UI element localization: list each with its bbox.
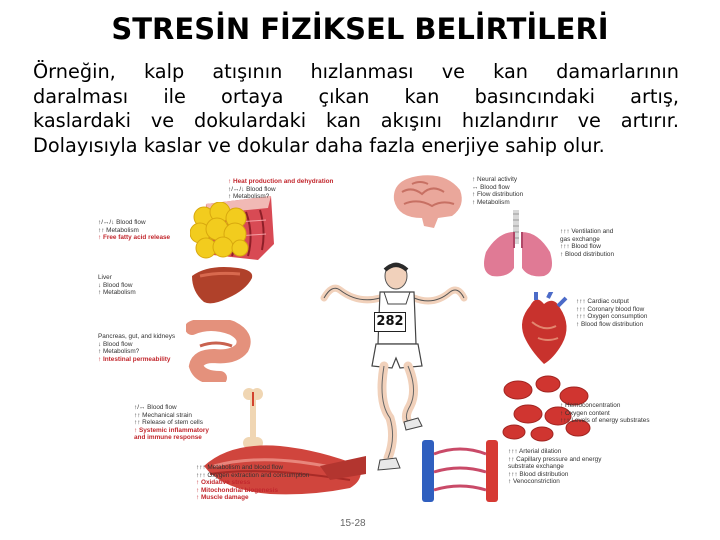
caption-line: ↑ Systemic inflammatory	[134, 426, 209, 434]
liver-illustration	[188, 262, 256, 308]
bib-number: 282	[376, 314, 404, 329]
caption-line: ↑ Muscle damage	[196, 494, 249, 502]
caption-line: ↑ Metabolism	[98, 289, 136, 297]
caption-line: ↑ Mitochondrial biogenesis	[196, 486, 279, 494]
lungs-caption	[560, 228, 614, 258]
brain-illustration	[388, 172, 466, 230]
caption-line: ↑/↔/↓ Blood flow	[228, 185, 276, 193]
skin-caption	[228, 178, 333, 201]
gut-illustration	[186, 320, 252, 382]
caption-line: ↔ Blood flow	[472, 183, 510, 191]
caption-line: ↑↑ Mechanical strain	[134, 411, 192, 419]
caption-line: ↓ Blood flow	[98, 340, 133, 348]
gut-caption	[98, 333, 175, 363]
fat-caption	[98, 219, 170, 242]
caption-line: ↑ Venoconstriction	[508, 478, 560, 486]
caption-line: and immune response	[134, 434, 202, 442]
caption-line: gas exchange	[560, 235, 600, 243]
vessels-caption	[508, 448, 601, 486]
caption-line: ↑ Oxidative stress	[196, 479, 251, 487]
page-number: 15-28	[340, 518, 366, 529]
caption-line: ↑ Hemoconcentration	[560, 402, 621, 409]
caption-line: ↑↑↑ Oxygen extraction and consumption	[196, 471, 310, 479]
caption-line: Pancreas, gut, and kidneys	[98, 333, 176, 340]
paragraph-line: kaslardaki ve dokulardaki kan akışını hızlandırır ve artırır.	[33, 109, 679, 132]
caption-line: ↑ Metabolism?	[98, 348, 140, 356]
paragraph-line: daralması ile ortaya çıkan kan basıncındaki artış,	[33, 84, 679, 108]
brain-caption	[472, 176, 523, 206]
paragraph-line: Dolayısıyla kaslar ve dokular daha fazla enerjiye sahip olur.	[33, 133, 605, 157]
body-paragraph	[33, 60, 679, 158]
runner-illustration	[318, 262, 470, 498]
caption-line: ↑↑↑ Arterial dilation	[508, 448, 562, 455]
blood-caption	[560, 402, 650, 425]
caption-line: ↑ Blood distribution	[560, 250, 614, 258]
lungs-illustration	[478, 228, 558, 278]
caption-line: ↑ Heat production and dehydration	[228, 178, 334, 185]
caption-line: ↑↑ Capillary pressure and energy	[508, 455, 602, 463]
caption-line: ↑ Metabolism	[472, 198, 510, 206]
caption-line: ↑↑↑ Blood distribution	[508, 470, 569, 478]
caption-line: ↑↑↑ Levels of energy substrates	[560, 417, 650, 425]
caption-line: ↑↑↑ Cardiac output	[576, 298, 629, 305]
caption-line: ↓ Blood flow	[98, 281, 133, 289]
heart-caption	[576, 298, 647, 328]
caption-line: Liver	[98, 274, 112, 281]
bone-caption	[134, 404, 209, 442]
caption-line: ↑ Oxygen content	[560, 409, 610, 417]
caption-line: ↑↑↑ Blood flow	[560, 243, 601, 251]
caption-line: ↑ Metabolism?	[228, 193, 270, 201]
caption-line: ↑↑↑ Coronary blood flow	[576, 305, 645, 313]
runner-bib	[374, 312, 406, 332]
caption-line: ↑↑↑ Oxygen consumption	[576, 313, 648, 321]
caption-line: ↑↑↑ Metabolism and blood flow	[196, 464, 284, 471]
caption-line: ↑↑ Release of stem cells	[134, 419, 203, 427]
caption-line: ↑↑ Metabolism	[98, 226, 139, 234]
paragraph-line: Örneğin, kalp atışının hızlanması ve kan damarlarının	[33, 60, 679, 83]
caption-line: ↑/↔ Blood flow	[134, 404, 177, 411]
heart-illustration	[514, 292, 576, 368]
caption-line: ↑ Intestinal permeability	[98, 355, 171, 363]
muscle-caption	[196, 464, 309, 502]
caption-line: ↑ Flow distribution	[472, 191, 524, 199]
caption-line: ↑ Neural activity	[472, 176, 518, 183]
caption-line: ↑/↔/↓ Blood flow	[98, 219, 146, 226]
slide-title: STRESİN FİZİKSEL BELİRTİLERİ	[111, 12, 609, 46]
caption-line: ↑ Free fatty acid release	[98, 234, 171, 242]
caption-line: substrate exchange	[508, 463, 564, 471]
fat-tissue-illustration	[190, 202, 252, 260]
liver-caption	[98, 274, 136, 297]
caption-line: ↑↑↑ Ventilation and	[560, 228, 614, 235]
caption-line: ↑ Blood flow distribution	[576, 320, 644, 328]
